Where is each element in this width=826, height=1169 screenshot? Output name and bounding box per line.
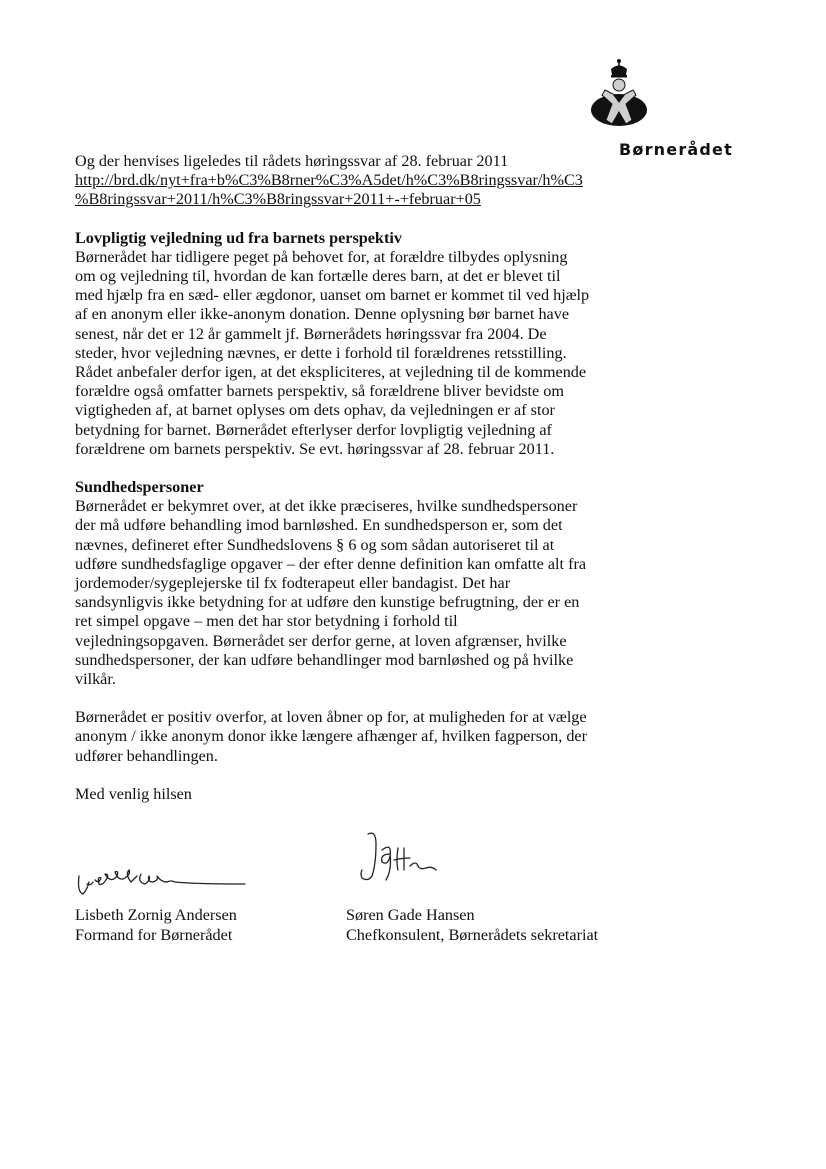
text-line: nævnes, defineret efter Sundhedslovens § 6 og som sådan autoriseret til at xyxy=(75,535,555,554)
logo-brand-name: Børnerådet xyxy=(619,140,733,159)
text-line: udføre sundhedsfaglige opgaver – der efter denne definition kan omfatte alt fra xyxy=(75,554,587,573)
text-line: Rådet anbefaler derfor igen, at det ekspliciteres, at vejledning til de kommende xyxy=(75,363,587,382)
section-donor-text xyxy=(75,708,635,766)
text-line: udfører behandlingen. xyxy=(75,746,218,765)
section-health-personnel-text xyxy=(75,497,635,689)
text-line: der må udføre behandling imod barnløshed. En sundhedsperson er, som det xyxy=(75,516,563,535)
letter-body xyxy=(75,152,635,804)
text-line: betydning for barnet. Børnerådet efterlyser derfor lovpligtig vejledning af xyxy=(75,420,552,439)
text-line: Børnerådet er bekymret over, at det ikke præciseres, hvilke sundhedspersoner xyxy=(75,497,578,516)
handwritten-signature-left xyxy=(75,820,275,906)
signatory-title: Formand for Børnerådet xyxy=(75,925,233,944)
section-guidance-text xyxy=(75,248,635,459)
text-line: anonym / ikke anonym donor ikke længere afhænger af, hvilken fagperson, der xyxy=(75,727,588,746)
crown-child-logo-icon xyxy=(586,58,666,148)
signatory-title: Chefkonsulent, Børnerådets sekretariat xyxy=(346,925,599,944)
intro-line: Og der henvises ligeledes til rådets høringssvar af 28. februar 2011 xyxy=(75,152,509,170)
text-line: forældre også omfatter barnets perspektiv, så forældrene bliver bevidste om xyxy=(75,382,564,401)
hearing-response-link-line-2[interactable]: %B8ringssvar+2011/h%C3%B8ringssvar+2011+-+februar+05 xyxy=(75,190,481,209)
handwritten-signature-right xyxy=(346,820,546,906)
text-line: vilkår. xyxy=(75,670,116,689)
text-line: senest, når det er 12 år gammelt jf. Børnerådets høringssvar fra 2004. De xyxy=(75,324,547,343)
closing-greeting: Med venlig hilsen xyxy=(75,784,192,803)
section-heading-health-personnel: Sundhedspersoner xyxy=(75,478,204,497)
text-line: Børnerådet har tidligere peget på behovet for, at forældre tilbydes oplysning xyxy=(75,247,568,266)
text-line: sundhedspersoner, der kan udføre behandlinger mod barnløshed og på hvilke xyxy=(75,650,574,669)
text-line: om og vejledning til, hvordan de kan fortælle deres barn, at det er blevet til xyxy=(75,267,561,286)
text-line: af en anonym eller ikke-anonym donation. Denne oplysning bør barnet have xyxy=(75,305,570,324)
text-line: sandsynligvis ikke betydning for at udføre den kunstige befrugtning, der er en xyxy=(75,593,580,612)
text-line: jordemoder/sygeplejerske til fx fodterapeut eller bandagist. Det har xyxy=(75,574,511,593)
signature-block-right xyxy=(346,820,646,945)
text-line: forældrene om barnets perspektiv. Se evt. høringssvar af 28. februar 2011. xyxy=(75,439,555,458)
signature-block-left xyxy=(75,820,335,945)
text-line: ret simpel opgave – men det har stor betydning i forhold til xyxy=(75,612,458,631)
text-line: med hjælp fra en sæd- eller ægdonor, uanset om barnet er kommet til ved hjælp xyxy=(75,286,590,305)
section-heading-guidance: Lovpligtig vejledning ud fra barnets perspektiv xyxy=(75,228,402,247)
signatory-name: Søren Gade Hansen xyxy=(346,906,475,924)
text-line: vigtigheden af, at barnet oplyses om dets ophav, da vejledningen er af stor xyxy=(75,401,555,420)
text-line: steder, hvor vejledning nævnes, er dette i forhold til forældrenes retsstilling. xyxy=(75,343,567,362)
hearing-response-link-line-1[interactable]: http://brd.dk/nyt+fra+b%C3%B8rner%C3%A5det/h%C3%B8ringssvar/h%C3 xyxy=(75,171,583,190)
signatory-name: Lisbeth Zornig Andersen xyxy=(75,906,237,924)
text-line: vejledningsopgaven. Børnerådet ser derfor gerne, at loven afgrænser, hvilke xyxy=(75,631,567,650)
text-line: Børnerådet er positiv overfor, at loven åbner op for, at muligheden for at vælge xyxy=(75,708,587,727)
